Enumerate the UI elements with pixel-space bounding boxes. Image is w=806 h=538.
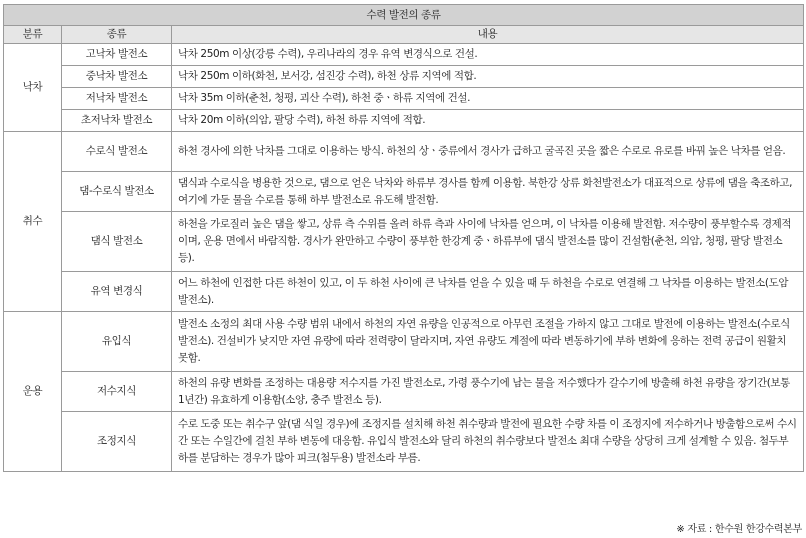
table-row: [4, 372, 804, 412]
group-cell-intake: 취수: [4, 132, 62, 312]
kind-cell: 유입식: [62, 312, 172, 372]
kind-cell: 댐-수로식 발전소: [62, 172, 172, 212]
table-title-row: [4, 5, 804, 26]
group-cell-operation: 운용: [4, 312, 62, 472]
table-row: [4, 44, 804, 66]
desc-cell: 수로 도중 또는 취수구 앞(댐 식일 경우)에 조정지를 설치해 하천 취수량과 발전에 필요한 수량 차를 이 조정지에 저수하거나 방출함으로써 수시간 또는 수일간에 걸친 부하 변동에 대응함. 유입식 발전소와 달리 하천의 취수량보다 발전소 최대 수량을 상당히 크게 설계할 수 있음. 첨두부하를 분담하는 경우가 많아 피크(첨두용) 발전소라 부름.: [172, 412, 804, 472]
table-row: [4, 272, 804, 312]
kind-cell: 조정지식: [62, 412, 172, 472]
group-cell-head: 낙차: [4, 44, 62, 132]
table-row: [4, 66, 804, 88]
source-note: ※ 자료 : 한수원 한강수력본부: [676, 524, 802, 535]
desc-cell: 어느 하천에 인접한 다른 하천이 있고, 이 두 하천 사이에 큰 낙차를 얻을 수 있을 때 두 하천을 수로로 연결해 그 낙차를 이용하는 발전소(도암 발전소).: [172, 272, 804, 312]
desc-cell: 낙차 250m 이상(강릉 수력), 우리나라의 경우 유역 변경식으로 건설.: [172, 44, 804, 66]
desc-cell: 하천의 유량 변화를 조정하는 대용량 저수지를 가진 발전소로, 가령 풍수기에 남는 물을 저수했다가 갈수기에 방출해 하천 유량을 장기간(보통 1년간) 유효하게 이용함(소양, 충주 발전소 등).: [172, 372, 804, 412]
desc-cell: 하천을 가로질러 높은 댐을 쌓고, 상류 측 수위를 올려 하류 측과 사이에 낙차를 얻으며, 이 낙차를 이용해 발전함. 저수량이 풍부할수록 경제적이며, 운용 면에서 바람직함. 경사가 완만하고 수량이 풍부한 한강계 중ㆍ하류부에 댐식 발전소를 많이 건설함(춘천, 의암, 청평, 팔당 발전소 등).: [172, 212, 804, 272]
kind-cell: 저수지식: [62, 372, 172, 412]
table-row: [4, 110, 804, 132]
kind-cell: 중낙차 발전소: [62, 66, 172, 88]
desc-cell: 낙차 250m 이하(화천, 보서강, 섬진강 수력), 하천 상류 지역에 적합.: [172, 66, 804, 88]
table-row: [4, 172, 804, 212]
column-header-group: 분류: [4, 26, 62, 44]
table-row: [4, 88, 804, 110]
table-row: [4, 412, 804, 472]
hydro-power-types-table: [3, 4, 804, 472]
kind-cell: 저낙차 발전소: [62, 88, 172, 110]
desc-cell: 하천 경사에 의한 낙차를 그대로 이용하는 방식. 하천의 상ㆍ중류에서 경사가 급하고 굴곡진 곳을 짧은 수로로 유로를 바꿔 높은 낙차를 얻음.: [172, 132, 804, 172]
table-row: [4, 212, 804, 272]
column-header-kind: 종류: [62, 26, 172, 44]
table-title: 수력 발전의 종류: [4, 5, 804, 26]
kind-cell: 초저낙차 발전소: [62, 110, 172, 132]
kind-cell: 유역 변경식: [62, 272, 172, 312]
kind-cell: 댐식 발전소: [62, 212, 172, 272]
kind-cell: 수로식 발전소: [62, 132, 172, 172]
desc-cell: 낙차 35m 이하(춘천, 청평, 괴산 수력), 하천 중ㆍ하류 지역에 건설.: [172, 88, 804, 110]
table-row: [4, 132, 804, 172]
desc-cell: 발전소 소정의 최대 사용 수량 범위 내에서 하천의 자연 유량을 인공적으로 아무런 조절을 가하지 않고 그대로 발전에 이용하는 발전소(수로식 발전소). 건설비가 낮지만 자연 유량에 따라 전력량이 달라지며, 자연 유량도 계절에 따라 변동하기에 부하 변화에 응하는 전력 공급이 원활치 못함.: [172, 312, 804, 372]
table-row: [4, 312, 804, 372]
desc-cell: 낙차 20m 이하(의암, 팔당 수력), 하천 하류 지역에 적합.: [172, 110, 804, 132]
table-header-row: [4, 26, 804, 44]
desc-cell: 댐식과 수로식을 병용한 것으로, 댐으로 얻은 낙차와 하류부 경사를 함께 이용함. 북한강 상류 화천발전소가 대표적으로 상류에 댐을 축조하고, 여기에 가둔 물을 수로를 통해 하부 발전소로 유도해 발전함.: [172, 172, 804, 212]
kind-cell: 고낙차 발전소: [62, 44, 172, 66]
column-header-desc: 내용: [172, 26, 804, 44]
